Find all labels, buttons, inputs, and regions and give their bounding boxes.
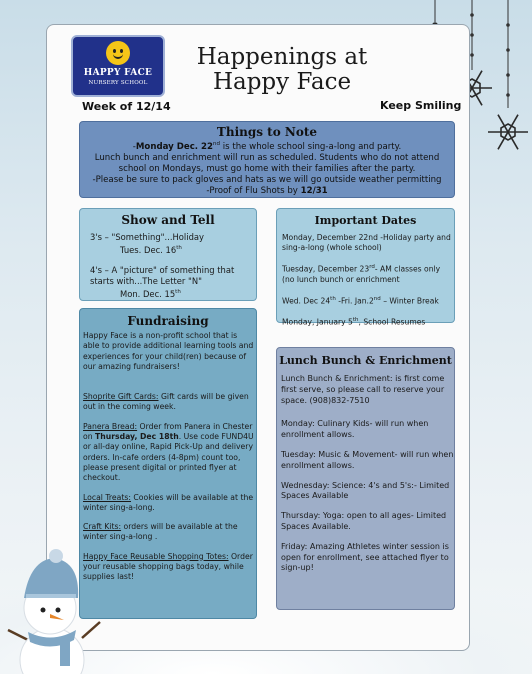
lunch-bunch-heading: Lunch Bunch & Enrichment <box>279 354 452 367</box>
fundraiser-item: Craft Kits: orders will be available at the winter sing-a-long . <box>83 522 238 542</box>
enrichment-item: Monday: Culinary Kids- will run when enrollment allows. <box>281 419 429 440</box>
show-and-tell-panel <box>79 208 257 301</box>
logo-text-line2: NURSERY SCHOOL <box>88 80 148 86</box>
date-item: Monday, December 22nd -Holiday party and sing-a-long (whole school) <box>282 233 451 252</box>
note-line-1: -Monday Dec. 22nd is the whole school sing-a-long and party. <box>132 141 402 152</box>
snowman-illustration <box>0 540 110 674</box>
motto-label: Keep Smiling <box>380 99 462 112</box>
school-logo <box>71 35 165 97</box>
newsletter-title: Happenings at Happy Face <box>196 44 368 95</box>
week-label: Week of 12/14 <box>82 100 171 113</box>
date-item: Monday, January 5th, School Resumes <box>282 317 426 327</box>
enrichment-item: Wednesday: Science: 4's and 5's:- Limited Spaces Available <box>281 480 450 501</box>
note-line-2: Lunch bunch and enrichment will run as scheduled. Students who do not attend school on Mondays, must go home with their families after the party. <box>94 152 440 174</box>
note-line-4: -Proof of Flu Shots by 12/31 <box>206 185 328 196</box>
show-and-tell-heading: Show and Tell <box>121 213 215 227</box>
show-and-tell-item: 4's – A "picture" of something that starts with...The Letter "N" Mon. Dec. 15th <box>90 264 235 299</box>
fundraiser-item: Happy Face Reusable Shopping Totes: Order your reusable shopping bags today, while supplies last! <box>83 551 253 582</box>
lunch-bunch-intro: Lunch Bunch & Enrichment: is first come first serve, so please call to reserve your space. (908)832-7510 <box>281 374 445 405</box>
date-item: Wed. Dec 24th -Fri. Jan.2nd – Winter Break <box>282 295 439 306</box>
things-to-note-heading: Things to Note <box>216 125 318 139</box>
fundraiser-item: Panera Bread: Order from Panera in Chester on Thursday, Dec 18th. Use code FUND4U or all-day online, Rapid Pick-Up and delivery orders. In-cafe orders (4-8pm) count too, please present digital or printed flyer at checkout. <box>83 421 254 483</box>
smiley-face-icon <box>106 41 130 65</box>
things-to-note-panel <box>79 121 455 198</box>
enrichment-item: Friday: Amazing Athletes winter session is open for enrollment, see attached flyer to sign-up! <box>281 541 449 573</box>
fundraiser-item: Shoprite Gift Cards: Gift cards will be given out in the coming week. <box>83 392 249 412</box>
fundraising-heading: Fundraising <box>127 314 209 328</box>
fundraiser-item: Local Treats: Cookies will be available at the winter sing-a-long. <box>83 492 254 512</box>
note-line-3: -Please be sure to pack gloves and hats as we will go outside weather permitting <box>92 174 442 185</box>
important-dates-panel <box>276 208 455 327</box>
lunch-bunch-panel <box>276 347 455 610</box>
enrichment-item: Thursday: Yoga: open to all ages- Limited Spaces Available. <box>281 511 447 531</box>
logo-text-line1: HAPPY FACE <box>83 68 153 78</box>
date-item: Tuesday, December 23rd- AM classes only (no lunch bunch or enrichment <box>282 264 441 284</box>
fundraising-intro: Happy Face is a non-profit school that is able to provide additional learning tools and experiences for your child(ren) because of our amazing fundraisers! <box>83 331 254 371</box>
important-dates-heading: Important Dates <box>314 214 417 227</box>
enrichment-item: Tuesday: Music & Movement- will run when enrollment allows. <box>281 449 454 470</box>
snowflake-icon <box>488 115 528 150</box>
show-and-tell-item: 3's – "Something"...Holiday Tues. Dec. 16th <box>90 232 204 255</box>
